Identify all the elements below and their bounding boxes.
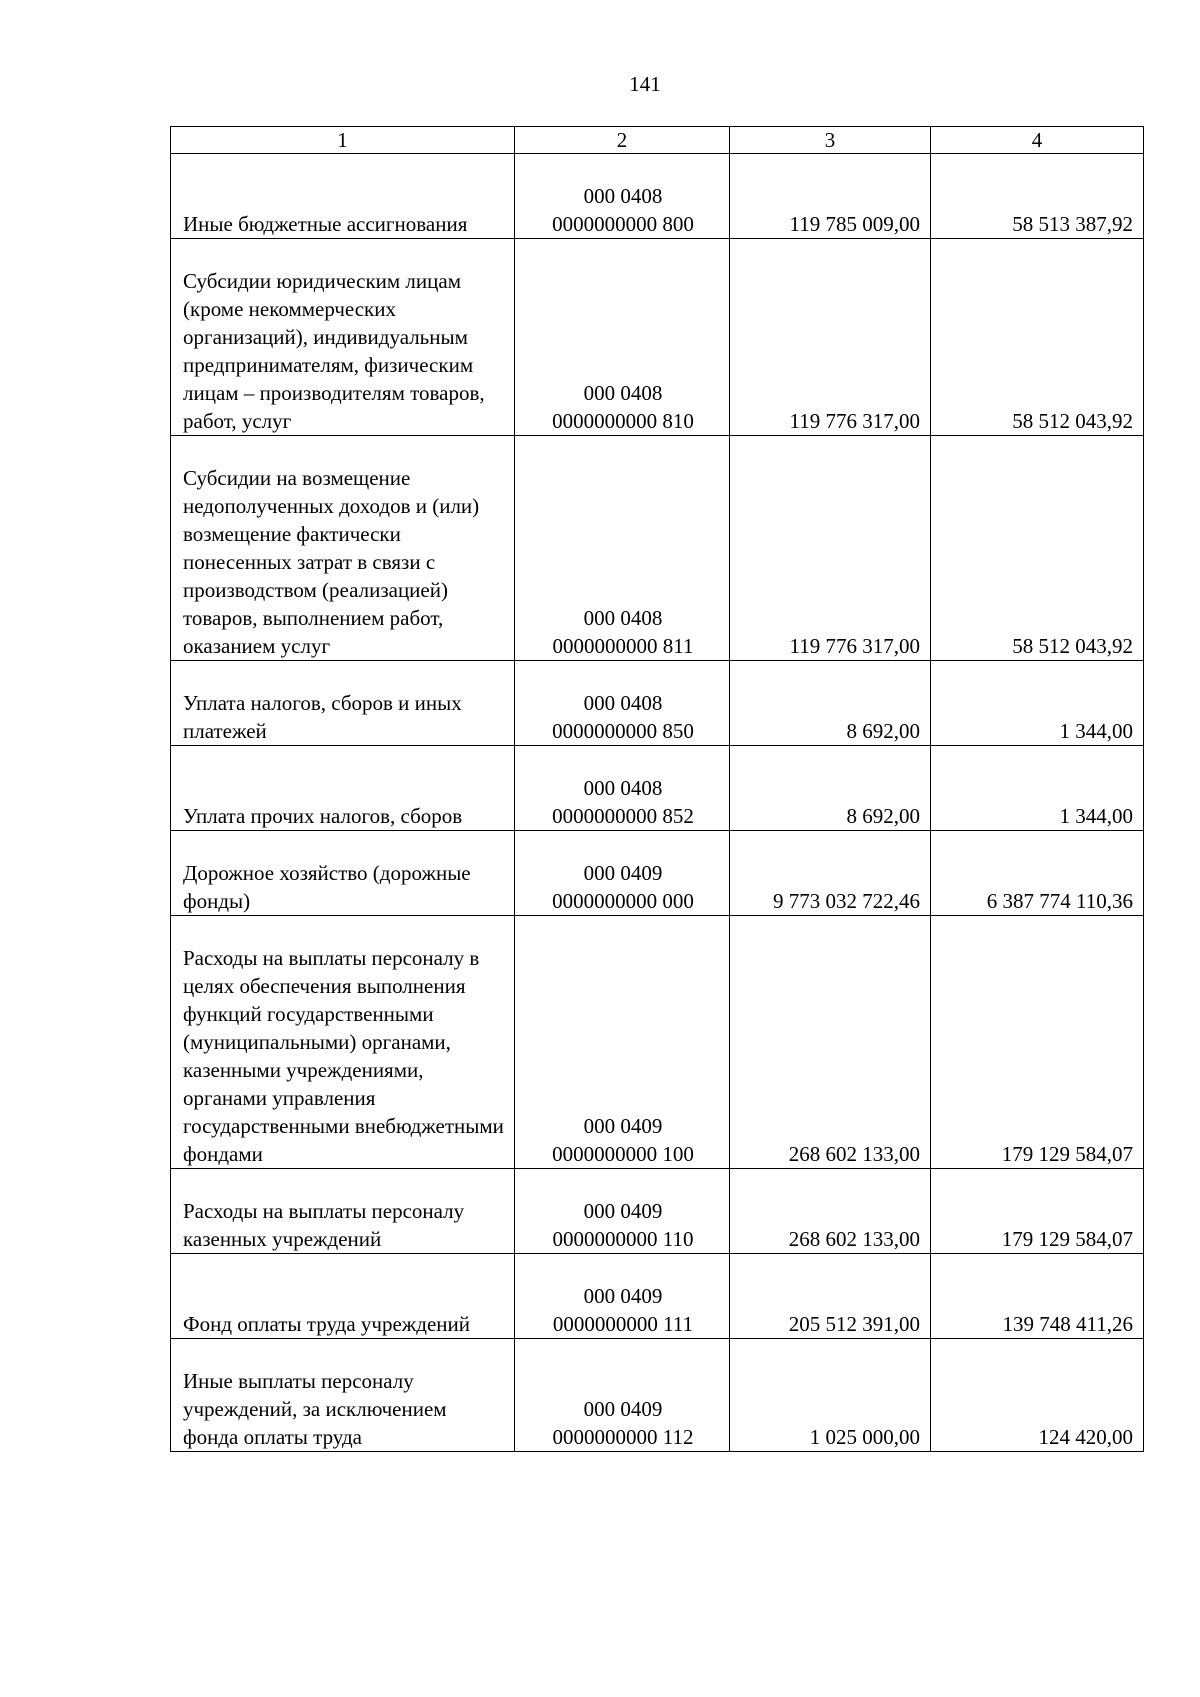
budget-code [515,154,730,239]
expense-name: Субсидии на возмещение недополученных доходов и (или) возмещение фактически понесенных затрат в связи с производством (реализацией) товаров, выполнением работ, оказанием услуг [171,436,515,661]
budget-code-line-1: 000 0409 [583,861,663,885]
amount-column-3: 205 512 391,00 [730,1254,931,1339]
table-row [171,661,1144,746]
budget-code [515,661,730,746]
budget-code-line-1: 000 0408 [583,381,663,405]
budget-code [515,436,730,661]
budget-code-line-2: 0000000000 852 [552,804,694,828]
amount-column-4: 58 513 387,92 [931,154,1144,239]
expense-name: Субсидии юридическим лицам (кроме некоммерческих организаций), индивидуальным предпринимателям, физическим лицам – производителям товаров, работ, услуг [171,239,515,436]
table-row [171,436,1144,661]
expense-name: Фонд оплаты труда учреждений [171,1254,515,1339]
budget-code [515,831,730,916]
budget-code-line-1: 000 0408 [583,691,663,715]
table-row [171,831,1144,916]
amount-column-3: 268 602 133,00 [730,916,931,1169]
amount-column-4: 1 344,00 [931,661,1144,746]
budget-code-line-2: 0000000000 111 [552,1312,694,1336]
expense-name: Иные выплаты персоналу учреждений, за исключением фонда оплаты труда [171,1339,515,1452]
column-header-3: 3 [730,127,931,154]
budget-code-line-1: 000 0409 [583,1284,663,1308]
expense-name: Уплата прочих налогов, сборов [171,746,515,831]
amount-column-4: 58 512 043,92 [931,239,1144,436]
table-row [171,1254,1144,1339]
amount-column-3: 8 692,00 [730,746,931,831]
table-row [171,239,1144,436]
expense-name: Уплата налогов, сборов и иных платежей [171,661,515,746]
table-row [171,916,1144,1169]
page-number: 141 [629,72,661,96]
budget-code-line-2: 0000000000 112 [552,1425,694,1449]
amount-column-3: 9 773 032 722,46 [730,831,931,916]
budget-code-line-1: 000 0409 [583,1199,663,1223]
budget-code-line-2: 0000000000 000 [552,889,694,913]
table-row [171,1169,1144,1254]
table-row [171,746,1144,831]
column-header-1: 1 [171,127,515,154]
expense-name: Дорожное хозяйство (дорожные фонды) [171,831,515,916]
expense-name: Иные бюджетные ассигнования [171,154,515,239]
column-header-2: 2 [515,127,730,154]
budget-code-line-2: 0000000000 810 [552,409,694,433]
amount-column-3: 119 785 009,00 [730,154,931,239]
budget-code-line-2: 0000000000 110 [552,1227,694,1251]
table-row [171,154,1144,239]
budget-code-line-1: 000 0408 [583,776,663,800]
amount-column-4: 179 129 584,07 [931,1169,1144,1254]
budget-code [515,1254,730,1339]
expense-name: Расходы на выплаты персоналу казенных учреждений [171,1169,515,1254]
amount-column-4: 139 748 411,26 [931,1254,1144,1339]
budget-table [170,126,1144,1452]
budget-code-line-2: 0000000000 800 [552,212,694,236]
budget-code [515,239,730,436]
budget-code-line-1: 000 0408 [583,184,663,208]
amount-column-3: 268 602 133,00 [730,1169,931,1254]
amount-column-4: 124 420,00 [931,1339,1144,1452]
column-header-4: 4 [931,127,1144,154]
budget-code-line-2: 0000000000 850 [552,719,694,743]
budget-code [515,746,730,831]
budget-code-line-1: 000 0409 [583,1397,663,1421]
budget-code-line-2: 0000000000 811 [552,634,694,658]
header-row [171,127,1144,154]
amount-column-3: 8 692,00 [730,661,931,746]
amount-column-3: 1 025 000,00 [730,1339,931,1452]
budget-code-line-2: 0000000000 100 [552,1142,694,1166]
budget-code [515,1169,730,1254]
amount-column-3: 119 776 317,00 [730,239,931,436]
amount-column-4: 1 344,00 [931,746,1144,831]
budget-code [515,1339,730,1452]
amount-column-4: 179 129 584,07 [931,916,1144,1169]
amount-column-3: 119 776 317,00 [730,436,931,661]
budget-code-line-1: 000 0408 [583,606,663,630]
expense-name: Расходы на выплаты персоналу в целях обеспечения выполнения функций государственными (муниципальными) органами, казенными учреждениями, органами управления государственными внебюджетными фондами [171,916,515,1169]
budget-code-line-1: 000 0409 [583,1114,663,1138]
amount-column-4: 58 512 043,92 [931,436,1144,661]
table-row [171,1339,1144,1452]
budget-code [515,916,730,1169]
amount-column-4: 6 387 774 110,36 [931,831,1144,916]
